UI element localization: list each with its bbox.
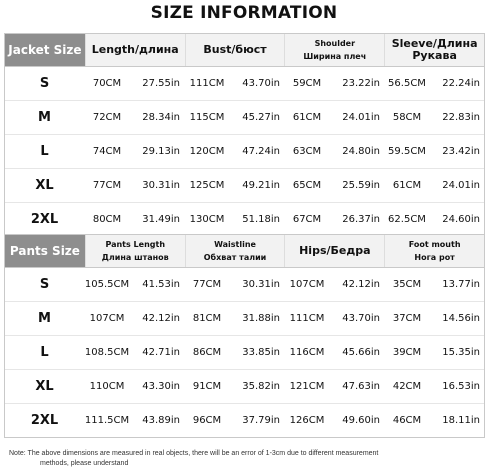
value-inch: 42.12in	[142, 313, 180, 324]
measurement-cell	[84, 180, 184, 191]
value-inch: 22.83in	[442, 112, 480, 123]
measurement-cell	[284, 279, 384, 290]
value-cm: 111CM	[289, 313, 325, 324]
pants-column-header	[185, 235, 285, 267]
value-cm: 86CM	[192, 347, 222, 358]
value-inch: 18.11in	[442, 415, 480, 426]
value-cm: 107CM	[89, 313, 125, 324]
value-cm: 39CM	[392, 347, 422, 358]
value-cm: 105.5CM	[84, 279, 130, 290]
measurement-cell	[384, 313, 484, 324]
value-cm: 37CM	[392, 313, 422, 324]
value-inch: 42.12in	[342, 279, 380, 290]
jacket-header-row	[5, 34, 484, 67]
size-label: 2XL	[30, 413, 59, 428]
size-label: M	[38, 110, 51, 125]
value-cm: 108.5CM	[84, 347, 130, 358]
measurement-cell	[284, 180, 384, 191]
page-title: SIZE INFORMATION	[150, 3, 338, 23]
note-line-1: Note: The above dimensions are measured in real objects, there will be an error of 1-3cm due to different measurement	[9, 450, 379, 457]
jacket-column-header	[85, 34, 185, 66]
value-cm: 116CM	[289, 347, 325, 358]
value-inch: 35.82in	[242, 381, 280, 392]
measurement-cell	[184, 347, 284, 358]
measurement-cell	[284, 347, 384, 358]
measurement-cell	[284, 112, 384, 123]
value-inch: 24.01in	[342, 112, 380, 123]
value-cm: 111.5CM	[84, 415, 130, 426]
size-label: XL	[35, 379, 54, 394]
value-inch: 13.77in	[442, 279, 480, 290]
value-inch: 45.66in	[342, 347, 380, 358]
value-inch: 15.35in	[442, 347, 480, 358]
pants-column-header-text: Waistline	[214, 239, 256, 249]
value-cm: 107CM	[289, 279, 325, 290]
size-label: S	[39, 76, 50, 91]
jacket-column-header-text: Sleeve/Длина Рукава	[391, 37, 478, 62]
value-inch: 43.70in	[242, 78, 280, 89]
value-cm: 67CM	[292, 214, 322, 225]
value-cm: 121CM	[289, 381, 325, 392]
measurement-cell	[184, 78, 284, 89]
measurement-cell	[284, 313, 384, 324]
pants-column-header-subtext: Длина штанов	[101, 252, 169, 262]
value-inch: 24.80in	[342, 146, 380, 157]
value-cm: 120CM	[189, 146, 225, 157]
value-cm: 130CM	[189, 214, 225, 225]
value-cm: 126CM	[289, 415, 325, 426]
value-inch: 43.70in	[342, 313, 380, 324]
value-inch: 14.56in	[442, 313, 480, 324]
measurement-cell	[184, 313, 284, 324]
measurement-cell	[284, 214, 384, 225]
size-label: S	[39, 277, 50, 292]
jacket-column-header-text: Shoulder	[314, 38, 356, 48]
measurement-cell	[284, 146, 384, 157]
measurement-cell	[184, 146, 284, 157]
table-row	[5, 169, 484, 203]
measurement-cell	[384, 146, 484, 157]
jacket-column-header-subtext: Ширина плеч	[303, 51, 367, 61]
value-cm: 63CM	[292, 146, 322, 157]
pants-column-header	[284, 235, 384, 267]
table-row	[5, 404, 484, 437]
measurement-cell	[84, 279, 184, 290]
value-cm: 46CM	[392, 415, 422, 426]
pants-header-label: Pants Size	[5, 235, 85, 267]
measurement-note	[9, 449, 479, 469]
pants-column-header-subtext: Обхват талии	[203, 252, 267, 262]
jacket-column-header	[185, 34, 285, 66]
value-cm: 115CM	[189, 112, 225, 123]
size-label: L	[40, 144, 49, 159]
value-cm: 74CM	[92, 146, 122, 157]
measurement-cell	[384, 347, 484, 358]
value-cm: 125CM	[189, 180, 225, 191]
value-inch: 41.53in	[142, 279, 180, 290]
value-inch: 49.21in	[242, 180, 280, 191]
jacket-column-header	[384, 34, 484, 66]
value-cm: 80CM	[92, 214, 122, 225]
value-cm: 61CM	[292, 112, 322, 123]
value-inch: 47.24in	[242, 146, 280, 157]
value-cm: 42CM	[392, 381, 422, 392]
value-cm: 65CM	[292, 180, 322, 191]
pants-header-row	[5, 235, 484, 268]
measurement-cell	[84, 146, 184, 157]
value-cm: 96CM	[192, 415, 222, 426]
size-label: L	[40, 345, 49, 360]
pants-column-header-text: Hips/Бедра	[299, 244, 371, 257]
pants-column-header	[384, 235, 484, 267]
measurement-cell	[184, 112, 284, 123]
table-row	[5, 370, 484, 404]
pants-size-table	[4, 234, 485, 438]
value-inch: 31.49in	[142, 214, 180, 225]
table-row	[5, 67, 484, 101]
measurement-cell	[184, 415, 284, 426]
value-inch: 28.34in	[142, 112, 180, 123]
value-inch: 23.42in	[442, 146, 480, 157]
value-inch: 45.27in	[242, 112, 280, 123]
value-cm: 61CM	[392, 180, 422, 191]
table-row	[5, 203, 484, 236]
value-inch: 30.31in	[142, 180, 180, 191]
size-label: XL	[35, 178, 54, 193]
value-inch: 51.18in	[242, 214, 280, 225]
jacket-size-table	[4, 33, 485, 237]
jacket-column-header-text: Bust/бюст	[203, 43, 267, 56]
measurement-cell	[284, 78, 384, 89]
table-row	[5, 268, 484, 302]
value-inch: 30.31in	[242, 279, 280, 290]
size-label: M	[38, 311, 51, 326]
jacket-column-header-text: Length/длина	[91, 43, 179, 56]
value-cm: 77CM	[192, 279, 222, 290]
measurement-cell	[84, 78, 184, 89]
measurement-cell	[184, 279, 284, 290]
value-inch: 43.30in	[142, 381, 180, 392]
jacket-header-label: Jacket Size	[5, 34, 85, 66]
value-cm: 56.5CM	[388, 78, 426, 89]
measurement-cell	[384, 415, 484, 426]
value-inch: 24.01in	[442, 180, 480, 191]
value-inch: 27.55in	[142, 78, 180, 89]
value-cm: 62.5CM	[388, 214, 426, 225]
value-cm: 77CM	[92, 180, 122, 191]
value-cm: 110CM	[89, 381, 125, 392]
pants-column-header	[85, 235, 185, 267]
value-cm: 111CM	[189, 78, 225, 89]
value-cm: 35CM	[392, 279, 422, 290]
note-line-2: methods, please understand	[40, 460, 129, 467]
measurement-cell	[84, 112, 184, 123]
value-inch: 26.37in	[342, 214, 380, 225]
value-inch: 16.53in	[442, 381, 480, 392]
value-cm: 81CM	[192, 313, 222, 324]
measurement-cell	[184, 214, 284, 225]
pants-column-header-subtext: Нога рот	[414, 252, 455, 262]
value-inch: 22.24in	[442, 78, 480, 89]
measurement-cell	[84, 214, 184, 225]
value-cm: 59CM	[292, 78, 322, 89]
measurement-cell	[284, 415, 384, 426]
measurement-cell	[184, 180, 284, 191]
table-row	[5, 135, 484, 169]
value-inch: 29.13in	[142, 146, 180, 157]
measurement-cell	[384, 112, 484, 123]
value-cm: 58CM	[392, 112, 422, 123]
value-inch: 42.71in	[142, 347, 180, 358]
measurement-cell	[184, 381, 284, 392]
measurement-cell	[384, 279, 484, 290]
pants-column-header-text: Pants Length	[105, 239, 166, 249]
measurement-cell	[384, 78, 484, 89]
table-row	[5, 336, 484, 370]
table-row	[5, 302, 484, 336]
value-inch: 47.63in	[342, 381, 380, 392]
measurement-cell	[84, 381, 184, 392]
measurement-cell	[84, 347, 184, 358]
value-cm: 70CM	[92, 78, 122, 89]
measurement-cell	[384, 381, 484, 392]
value-inch: 31.88in	[242, 313, 280, 324]
value-inch: 25.59in	[342, 180, 380, 191]
measurement-cell	[384, 180, 484, 191]
value-cm: 72CM	[92, 112, 122, 123]
value-inch: 49.60in	[342, 415, 380, 426]
jacket-column-header	[284, 34, 384, 66]
measurement-cell	[84, 415, 184, 426]
value-inch: 33.85in	[242, 347, 280, 358]
value-cm: 91CM	[192, 381, 222, 392]
pants-column-header-text: Foot mouth	[408, 239, 461, 249]
measurement-cell	[384, 214, 484, 225]
value-cm: 59.5CM	[388, 146, 426, 157]
value-inch: 37.79in	[242, 415, 280, 426]
size-label: 2XL	[30, 212, 59, 227]
measurement-cell	[84, 313, 184, 324]
value-inch: 43.89in	[142, 415, 180, 426]
table-row	[5, 101, 484, 135]
value-inch: 24.60in	[442, 214, 480, 225]
measurement-cell	[284, 381, 384, 392]
value-inch: 23.22in	[342, 78, 380, 89]
